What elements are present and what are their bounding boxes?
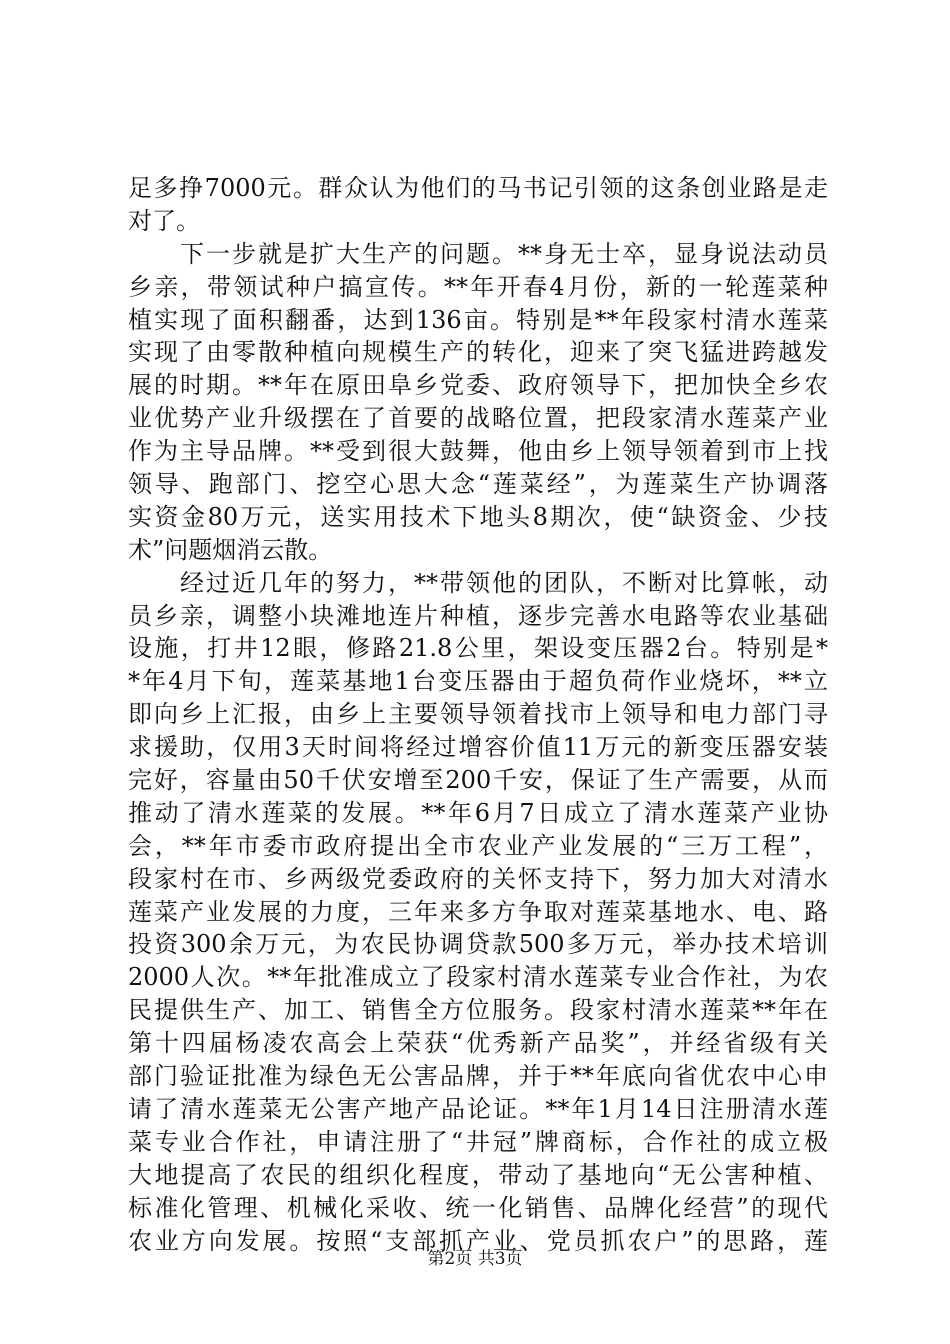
text-line: 第十四届杨凌农高会上荣获“优秀新产品奖”，并经省级有关	[128, 1029, 828, 1058]
text-line: 完好，容量由50千伏安增至200千安，保证了生产需要，从而	[128, 766, 828, 795]
text-line: 实现了由零散种植向规模生产的转化，迎来了突飞猛进跨越发	[128, 338, 828, 367]
text-line: 经过近几年的努力，**带领他的团队，不断对比算帐，动	[180, 568, 828, 597]
text-line: 推动了清水莲菜的发展。**年6月7日成立了清水莲菜产业协	[128, 798, 828, 827]
text-line: 乡亲，带领试种户搞宣传。**年开春4月份，新的一轮莲菜种	[128, 272, 828, 301]
text-line: 设施，打井12眼，修路21.8公里，架设变压器2台。特别是*	[128, 634, 828, 663]
text-line: *年4月下旬，莲菜基地1台变压器由于超负荷作业烧坏，**立	[128, 667, 828, 696]
text-line: 农业方向发展。按照“支部抓产业、党员抓农户”的思路，莲	[128, 1226, 828, 1255]
text-line: 菜专业合作社，申请注册了“井冠”牌商标，合作社的成立极	[128, 1127, 828, 1156]
page-number-footer: 第2页 共3页	[427, 1249, 523, 1269]
text-line: 作为主导品牌。**受到很大鼓舞，他由乡上领导领着到市上找	[128, 437, 828, 466]
text-line: 莲菜产业发展的力度，三年来多方争取对莲菜基地水、电、路	[128, 897, 828, 926]
paragraph-1	[128, 172, 828, 238]
text-line: 实资金80万元，送实用技术下地头8期次，使“缺资金、少技	[128, 502, 828, 531]
text-line: 对了。	[128, 206, 200, 235]
text-line: 足多挣7000元。群众认为他们的马书记引领的这条创业路是走	[128, 174, 828, 202]
text-line: 即向乡上汇报，由乡上主要领导领着找市上领导和电力部门寻	[128, 700, 828, 729]
paragraph-2	[128, 238, 828, 567]
text-line: 标准化管理、机械化采收、统一化销售、品牌化经营”的现代	[128, 1193, 828, 1222]
text-line: 民提供生产、加工、销售全方位服务。段家村清水莲菜**年在	[128, 996, 828, 1025]
text-line: 展的时期。**年在原田阜乡党委、政府领导下，把加快全乡农	[128, 371, 828, 400]
text-line: 大地提高了农民的组织化程度，带动了基地向“无公害种植、	[128, 1160, 828, 1189]
text-line: 部门验证批准为绿色无公害品牌，并于**年底向省优农中心申	[128, 1062, 828, 1091]
text-line: 请了清水莲菜无公害产地产品论证。**年1月14日注册清水莲	[128, 1094, 828, 1123]
text-line: 段家村在市、乡两级党委政府的关怀支持下，努力加大对清水	[128, 864, 828, 893]
text-line: 术”问题烟消云散。	[128, 535, 333, 564]
text-line: 会，**年市委市政府提出全市农业产业发展的“三万工程”，	[128, 831, 828, 860]
text-line: 植实现了面积翻番，达到136亩。特别是**年段家村清水莲菜	[128, 305, 828, 334]
text-line: 下一步就是扩大生产的问题。**身无士卒，显身说法动员	[180, 239, 828, 268]
text-line: 领导、跑部门、挖空心思大念“莲菜经”，为莲菜生产协调落	[128, 470, 828, 499]
text-line: 员乡亲，调整小块滩地连片种植，逐步完善水电路等农业基础	[128, 601, 828, 630]
text-line: 求援助，仅用3天时间将经过增容价值11万元的新变压器安装	[128, 733, 828, 762]
text-line: 2000人次。**年批准成立了段家村清水莲菜专业合作社，为农	[128, 963, 828, 992]
text-line: 业优势产业升级摆在了首要的战略位置，把段家清水莲菜产业	[128, 404, 828, 433]
document-body	[128, 172, 828, 1257]
paragraph-3	[128, 567, 828, 1258]
text-line: 投资300余万元，为农民协调贷款500多万元，举办技术培训	[128, 930, 828, 959]
